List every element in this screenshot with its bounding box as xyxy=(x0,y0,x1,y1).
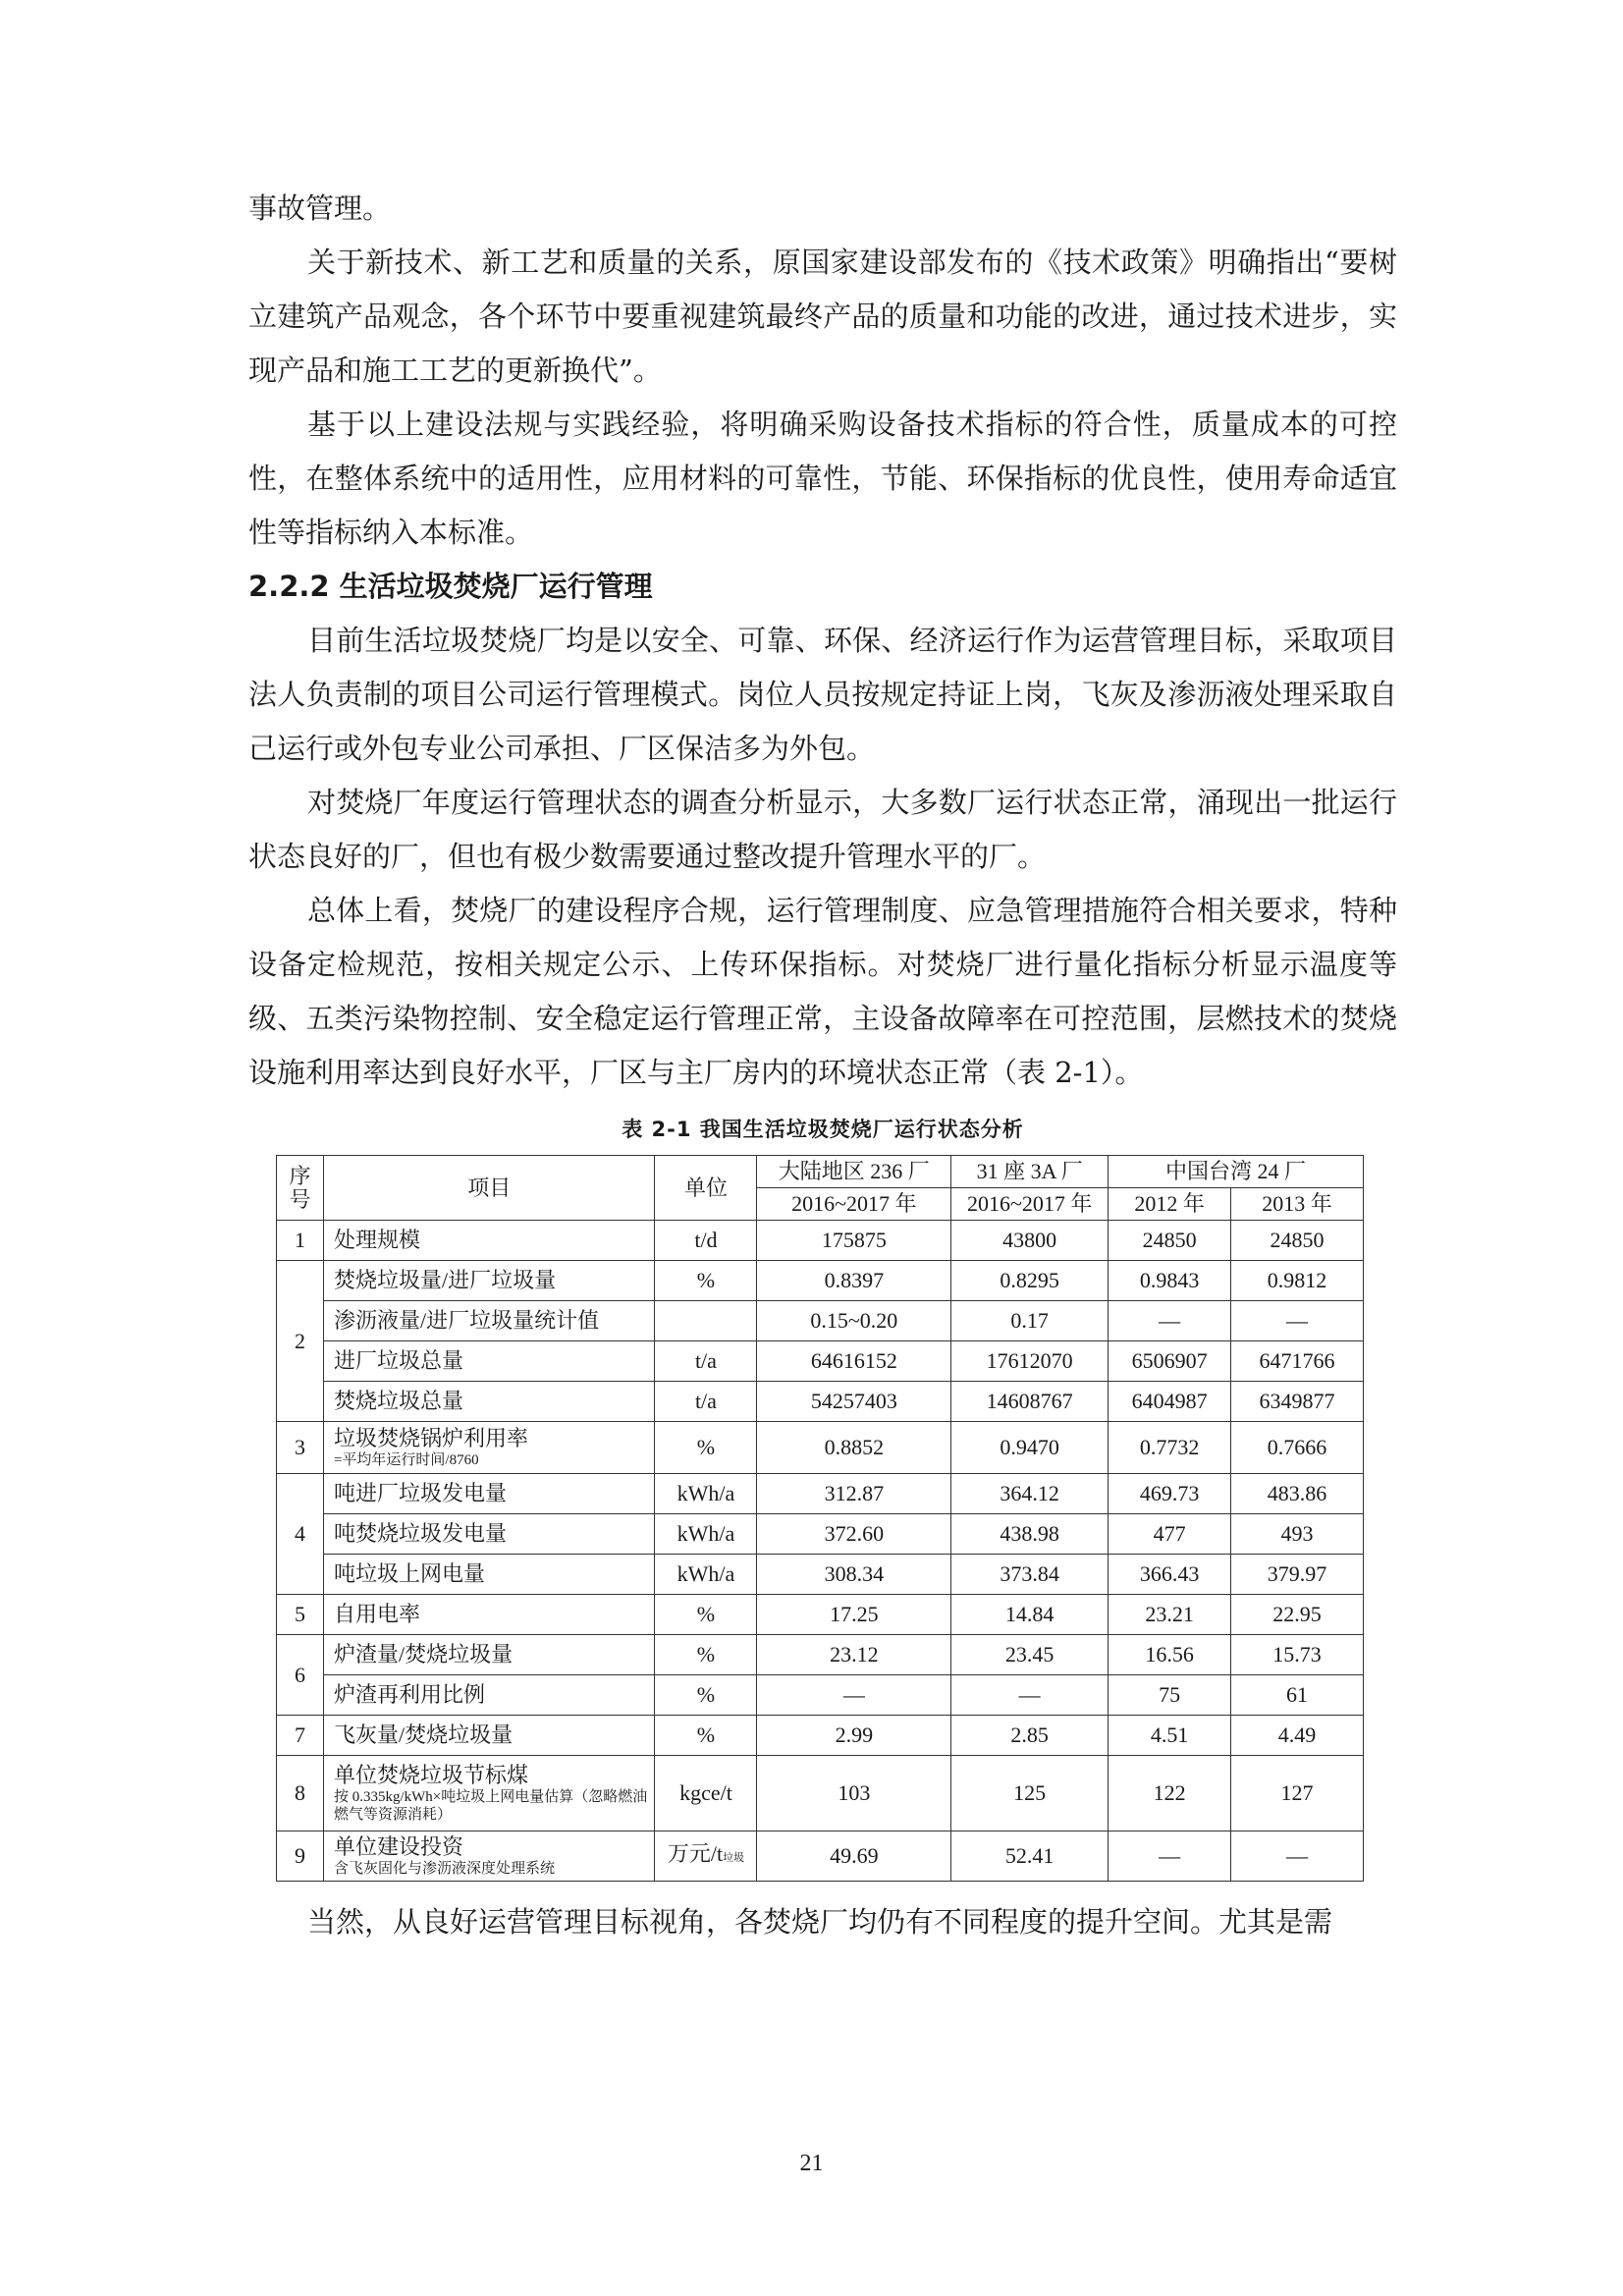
seq-cell: 2 xyxy=(277,1261,324,1422)
value-cell: — xyxy=(1109,1301,1231,1341)
table-row xyxy=(277,1635,1364,1675)
value-cell: 0.7666 xyxy=(1231,1422,1364,1474)
unit-cell xyxy=(655,1831,757,1882)
value-cell: 0.9843 xyxy=(1109,1261,1231,1301)
value-cell: 64616152 xyxy=(757,1341,951,1382)
paragraph-5: 对焚烧厂年度运行管理状态的调查分析显示，大多数厂运行状态正常，涌现出一批运行状态良好的厂，但也有极少数需要通过整改提升管理水平的厂。 xyxy=(248,786,1397,873)
value-cell: 122 xyxy=(1109,1756,1231,1831)
item-label: 单位焚烧垃圾节标煤 xyxy=(333,1763,528,1787)
value-cell: 61 xyxy=(1231,1675,1364,1716)
item-note: =平均年运行时间/8760 xyxy=(333,1452,479,1468)
value-cell: 483.86 xyxy=(1231,1474,1364,1514)
value-cell: 493 xyxy=(1231,1514,1364,1555)
value-cell: 75 xyxy=(1109,1675,1231,1716)
value-cell: 23.21 xyxy=(1109,1595,1231,1635)
paragraph-7: 当然，从良好运营管理目标视角，各焚烧厂均仍有不同程度的提升空间。尤其是需 xyxy=(307,1905,1333,1939)
header-year: 2012 年 xyxy=(1109,1188,1231,1221)
value-cell: 14608767 xyxy=(951,1382,1109,1422)
data-table xyxy=(276,1155,1364,1882)
value-cell: 24850 xyxy=(1109,1221,1231,1261)
value-cell: 16.56 xyxy=(1109,1635,1231,1675)
item-cell: 焚烧垃圾量/进厂垃圾量 xyxy=(323,1261,655,1301)
header-year: 2016~2017 年 xyxy=(951,1188,1109,1221)
table-header-row xyxy=(277,1156,1364,1188)
value-cell: 312.87 xyxy=(757,1474,951,1514)
item-label: 单位建设投资 xyxy=(333,1834,463,1859)
unit-cell: % xyxy=(655,1716,757,1756)
value-cell: 0.7732 xyxy=(1109,1422,1231,1474)
seq-cell: 5 xyxy=(277,1595,324,1635)
value-cell: 127 xyxy=(1231,1756,1364,1831)
value-cell: 2.85 xyxy=(951,1716,1109,1756)
value-cell: 43800 xyxy=(951,1221,1109,1261)
paragraph-3: 基于以上建设法规与实践经验，将明确采购设备技术指标的符合性，质量成本的可控性，在整体系统中的适用性，应用材料的可靠性，节能、环保指标的优良性，使用寿命适宜性等指标纳入本标准。 xyxy=(248,408,1397,549)
seq-cell: 8 xyxy=(277,1756,324,1831)
value-cell: 175875 xyxy=(757,1221,951,1261)
table-row xyxy=(277,1756,1364,1831)
item-cell xyxy=(323,1422,655,1474)
value-cell: 6349877 xyxy=(1231,1382,1364,1422)
table-row xyxy=(277,1514,1364,1555)
value-cell: 0.8852 xyxy=(757,1422,951,1474)
seq-cell: 1 xyxy=(277,1221,324,1261)
value-cell: — xyxy=(757,1675,951,1716)
value-cell: 0.15~0.20 xyxy=(757,1301,951,1341)
header-year: 2016~2017 年 xyxy=(757,1188,951,1221)
table-row xyxy=(277,1831,1364,1882)
item-note: 按 0.335kg/kWh×吨垃圾上网电量估算（忽略燃油燃气等资源消耗） xyxy=(333,1789,648,1823)
header-item: 项目 xyxy=(323,1156,655,1221)
value-cell: 477 xyxy=(1109,1514,1231,1555)
value-cell: 438.98 xyxy=(951,1514,1109,1555)
paragraph-1: 事故管理。 xyxy=(248,191,392,225)
value-cell: 4.49 xyxy=(1231,1716,1364,1756)
item-cell: 飞灰量/焚烧垃圾量 xyxy=(323,1716,655,1756)
table-row xyxy=(277,1595,1364,1635)
header-group-3a: 31 座 3A 厂 xyxy=(951,1156,1109,1188)
item-cell: 进厂垃圾总量 xyxy=(323,1341,655,1382)
value-cell: 23.45 xyxy=(951,1635,1109,1675)
item-cell: 炉渣再利用比例 xyxy=(323,1675,655,1716)
value-cell: 0.8397 xyxy=(757,1261,951,1301)
section-heading: 2.2.2 生活垃圾焚烧厂运行管理 xyxy=(248,570,653,603)
page-number: 21 xyxy=(799,2151,824,2176)
seq-cell: 7 xyxy=(277,1716,324,1756)
paragraph-6: 总体上看，焚烧厂的建设程序合规，运行管理制度、应急管理措施符合相关要求，特种设备定检规范，按相关规定公示、上传环保指标。对焚烧厂进行量化指标分析显示温度等级、五类污染物控制、安全稳定运行管理正常，主设备故障率在可控范围，层燃技术的焚烧设施利用率达到良好水平，厂区与主厂房内的环境状态正常（表 2-1）。 xyxy=(248,894,1397,1089)
table-caption: 表 2-1 我国生活垃圾焚烧厂运行状态分析 xyxy=(622,1118,1024,1141)
table-row xyxy=(277,1221,1364,1261)
value-cell: — xyxy=(1231,1301,1364,1341)
header-year: 2013 年 xyxy=(1231,1188,1364,1221)
item-cell xyxy=(323,1756,655,1831)
unit-cell: kWh/a xyxy=(655,1474,757,1514)
value-cell: 6471766 xyxy=(1231,1341,1364,1382)
value-cell: 54257403 xyxy=(757,1382,951,1422)
header-seq: 序号 xyxy=(277,1156,324,1221)
value-cell: — xyxy=(951,1675,1109,1716)
value-cell: 15.73 xyxy=(1231,1635,1364,1675)
unit-cell: % xyxy=(655,1595,757,1635)
value-cell: 103 xyxy=(757,1756,951,1831)
unit-cell xyxy=(655,1301,757,1341)
unit-cell: % xyxy=(655,1261,757,1301)
table-row xyxy=(277,1341,1364,1382)
unit-cell: t/a xyxy=(655,1341,757,1382)
seq-cell: 9 xyxy=(277,1831,324,1882)
item-note: 含飞灰固化与渗沥液深度处理系统 xyxy=(333,1861,555,1877)
value-cell: 379.97 xyxy=(1231,1555,1364,1595)
header-group-taiwan: 中国台湾 24 厂 xyxy=(1109,1156,1364,1188)
value-cell: 364.12 xyxy=(951,1474,1109,1514)
item-cell xyxy=(323,1831,655,1882)
seq-cell: 6 xyxy=(277,1635,324,1716)
value-cell: 49.69 xyxy=(757,1831,951,1882)
unit-cell: kWh/a xyxy=(655,1555,757,1595)
unit-cell: t/d xyxy=(655,1221,757,1261)
value-cell: 0.9812 xyxy=(1231,1261,1364,1301)
value-cell: 17612070 xyxy=(951,1341,1109,1382)
value-cell: 308.34 xyxy=(757,1555,951,1595)
item-cell: 吨垃圾上网电量 xyxy=(323,1555,655,1595)
unit-cell: kgce/t xyxy=(655,1756,757,1831)
table-row xyxy=(277,1474,1364,1514)
item-cell: 炉渣量/焚烧垃圾量 xyxy=(323,1635,655,1675)
unit-cell: % xyxy=(655,1635,757,1675)
value-cell: 22.95 xyxy=(1231,1595,1364,1635)
unit-label: 万元/t xyxy=(667,1841,724,1866)
value-cell: 24850 xyxy=(1231,1221,1364,1261)
paragraph-2: 关于新技术、新工艺和质量的关系，原国家建设部发布的《技术政策》明确指出“要树立建筑产品观念，各个环节中要重视建筑最终产品的质量和功能的改进，通过技术进步，实现产品和施工工艺的更新换代”。 xyxy=(248,246,1397,387)
unit-cell: kWh/a xyxy=(655,1514,757,1555)
header-group-mainland: 大陆地区 236 厂 xyxy=(757,1156,951,1188)
value-cell: 0.17 xyxy=(951,1301,1109,1341)
item-cell: 焚烧垃圾总量 xyxy=(323,1382,655,1422)
value-cell: 373.84 xyxy=(951,1555,1109,1595)
item-cell: 渗沥液量/进厂垃圾量统计值 xyxy=(323,1301,655,1341)
item-cell: 自用电率 xyxy=(323,1595,655,1635)
item-cell: 吨进厂垃圾发电量 xyxy=(323,1474,655,1514)
value-cell: 0.8295 xyxy=(951,1261,1109,1301)
item-cell: 处理规模 xyxy=(323,1221,655,1261)
unit-cell: t/a xyxy=(655,1382,757,1422)
seq-cell: 4 xyxy=(277,1474,324,1595)
seq-cell: 3 xyxy=(277,1422,324,1474)
table-row xyxy=(277,1555,1364,1595)
table-row xyxy=(277,1261,1364,1301)
value-cell: — xyxy=(1231,1831,1364,1882)
table-row xyxy=(277,1422,1364,1474)
value-cell: — xyxy=(1109,1831,1231,1882)
value-cell: 6506907 xyxy=(1109,1341,1231,1382)
value-cell: 372.60 xyxy=(757,1514,951,1555)
value-cell: 52.41 xyxy=(951,1831,1109,1882)
paragraph-4: 目前生活垃圾焚烧厂均是以安全、可靠、环保、经济运行作为运营管理目标，采取项目法人负责制的项目公司运行管理模式。岗位人员按规定持证上岗，飞灰及渗沥液处理采取自己运行或外包专业公司承担、厂区保洁多为外包。 xyxy=(248,624,1397,765)
unit-cell: % xyxy=(655,1675,757,1716)
document-page xyxy=(248,182,1397,1949)
table-row xyxy=(277,1675,1364,1716)
table-row xyxy=(277,1301,1364,1341)
value-cell: 14.84 xyxy=(951,1595,1109,1635)
value-cell: 2.99 xyxy=(757,1716,951,1756)
value-cell: 125 xyxy=(951,1756,1109,1831)
table-row xyxy=(277,1382,1364,1422)
header-unit: 单位 xyxy=(655,1156,757,1221)
value-cell: 0.9470 xyxy=(951,1422,1109,1474)
value-cell: 366.43 xyxy=(1109,1555,1231,1595)
value-cell: 469.73 xyxy=(1109,1474,1231,1514)
value-cell: 4.51 xyxy=(1109,1716,1231,1756)
item-label: 垃圾焚烧锅炉利用率 xyxy=(333,1426,528,1450)
value-cell: 23.12 xyxy=(757,1635,951,1675)
unit-cell: % xyxy=(655,1422,757,1474)
value-cell: 17.25 xyxy=(757,1595,951,1635)
table-row xyxy=(277,1716,1364,1756)
value-cell: 6404987 xyxy=(1109,1382,1231,1422)
unit-subscript: 垃圾 xyxy=(723,1852,745,1864)
item-cell: 吨焚烧垃圾发电量 xyxy=(323,1514,655,1555)
